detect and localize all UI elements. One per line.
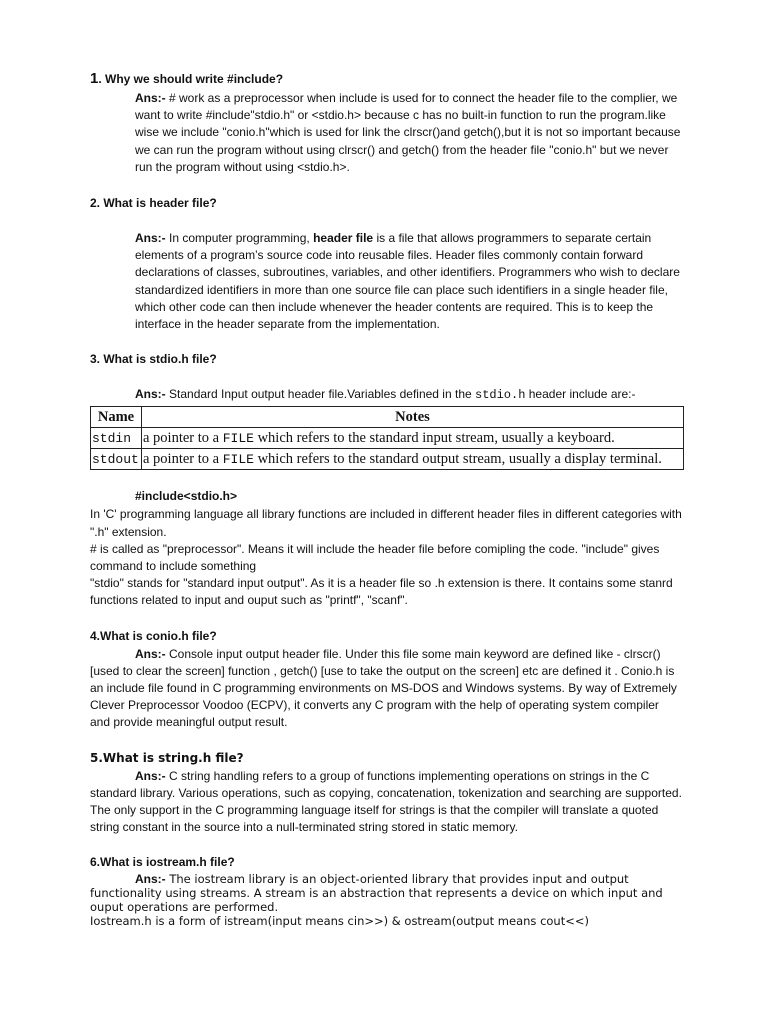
answer-text: C string handling refers to a group of functions implementing operations on strings in the C standard library. Various operations, such as copying, concatenation, tokenization and searching are supported. The only support in the C programming language itself for strings is that the compiler will translate a quoted string constant in the source into a null-terminated string stored in static memory. xyxy=(90,768,682,835)
answer-6 xyxy=(90,872,682,914)
question-6-heading: 6.What is iostream.h file? xyxy=(90,855,235,870)
cell-text: which refers to the standard input stream, usually a keyboard. xyxy=(253,429,615,446)
answer-1 xyxy=(90,90,682,176)
question-4-heading: 4.What is conio.h file? xyxy=(90,628,217,643)
cell-text: which refers to the standard output stream, usually a display terminal. xyxy=(253,450,662,467)
cell-text: a pointer to a xyxy=(143,450,223,467)
question-text: . Why we should write #include? xyxy=(98,72,284,86)
answer-3 xyxy=(90,386,682,404)
table-row xyxy=(91,449,684,470)
ans-label: Ans:- xyxy=(135,387,166,402)
document-page xyxy=(90,70,682,928)
ans-label: Ans:- xyxy=(135,91,166,105)
answer-text: header include are:- xyxy=(525,387,636,402)
question-3-heading: 3. What is stdio.h file? xyxy=(90,352,217,367)
answer-text: The iostream library is an object-oriented library that provides input and output functionality using streams. A stream is an abstraction that represents a device on which input and ouput operations are performed. xyxy=(90,872,663,915)
answer-text: # work as a preprocessor when include is used for to connect the header file to the complier, we want to write #include"stdio.h" or <stdio.h> because c has no built-in function to run the program.like wise we include "conio.h"which is used for link the clrscr()and getch(),but it is not so important because we can run the program without using clrscr() and getch() from the header file "conio.h" but we never run the program without using <stdio.h>. xyxy=(135,91,681,174)
code-text: FILE xyxy=(222,451,254,467)
code-text: stdio.h xyxy=(475,388,526,403)
table-row xyxy=(91,428,684,449)
table-cell-notes xyxy=(142,428,684,449)
stdio-variables-table xyxy=(90,406,684,470)
column-header-name: Name xyxy=(91,407,142,428)
table-cell-name: stdin xyxy=(91,428,142,449)
question-2-heading: 2. What is header file? xyxy=(90,196,217,211)
bold-term: header file xyxy=(313,231,374,246)
include-paragraph-1: In 'C' programming language all library functions are included in different header files in different categories with ".h" extension. xyxy=(90,507,682,539)
table-header-row xyxy=(91,407,684,428)
answer-text: Standard Input output header file.Variables defined in the xyxy=(165,387,475,402)
answer-6-line-2: Iostream.h is a form of istream(input means cin>>) & ostream(output means cout<<) xyxy=(90,914,589,929)
column-header-notes: Notes xyxy=(142,407,684,428)
ans-label: Ans:- xyxy=(135,872,166,887)
question-1-heading xyxy=(90,70,682,88)
ans-label: Ans:- xyxy=(135,768,166,783)
question-number: 1 xyxy=(90,70,99,87)
table-cell-notes xyxy=(142,449,684,470)
answer-5 xyxy=(90,768,682,837)
answer-text: is a file that allows programmers to separate certain elements of a program’s source code into reusable files. Header files commonly contain forward declarations of classes, subroutines, variables, and other identifiers. Programmers who wish to declare standardized identifiers in more than one source file can place such identifiers in a single header file, which other code can then include whenever the header contents are required. This is to keep the interface in the header separate from the implementation. xyxy=(135,231,680,332)
answer-text: In computer programming, xyxy=(165,231,314,246)
include-paragraph-2: # is called as "preprocessor". Means it will include the header file before comipling the code. "include" gives command to include something xyxy=(90,541,660,574)
answer-text: Console input output header file. Under this file some main keyword are defined like - clrscr() [used to clear the screen] function , getch() [use to take the output on the screen] etc are defined it . Conio.h is an include file found in C programming environments on MS-DOS and Windows systems. By way of Extremely Clever Preprocessor Voodoo (ECPV), it converts any C program with the help of operating system compiler and provide meaningful output result. xyxy=(90,646,677,730)
ans-label: Ans:- xyxy=(135,646,166,661)
question-5-heading: 5.What is string.h file? xyxy=(90,750,244,765)
answer-2 xyxy=(90,230,682,333)
cell-text: a pointer to a xyxy=(143,429,223,446)
ans-label: Ans:- xyxy=(135,231,166,246)
answer-4 xyxy=(90,646,682,732)
table-cell-name: stdout xyxy=(91,449,142,470)
code-text: FILE xyxy=(222,430,254,446)
include-paragraph-3: "stdio" stands for "standard input output". As it is a header file so .h extension is there. It contains some stanrd functions related to input and ouput such as "printf", "scanf". xyxy=(90,576,673,608)
include-stdio-heading: #include<stdio.h> xyxy=(135,489,238,504)
